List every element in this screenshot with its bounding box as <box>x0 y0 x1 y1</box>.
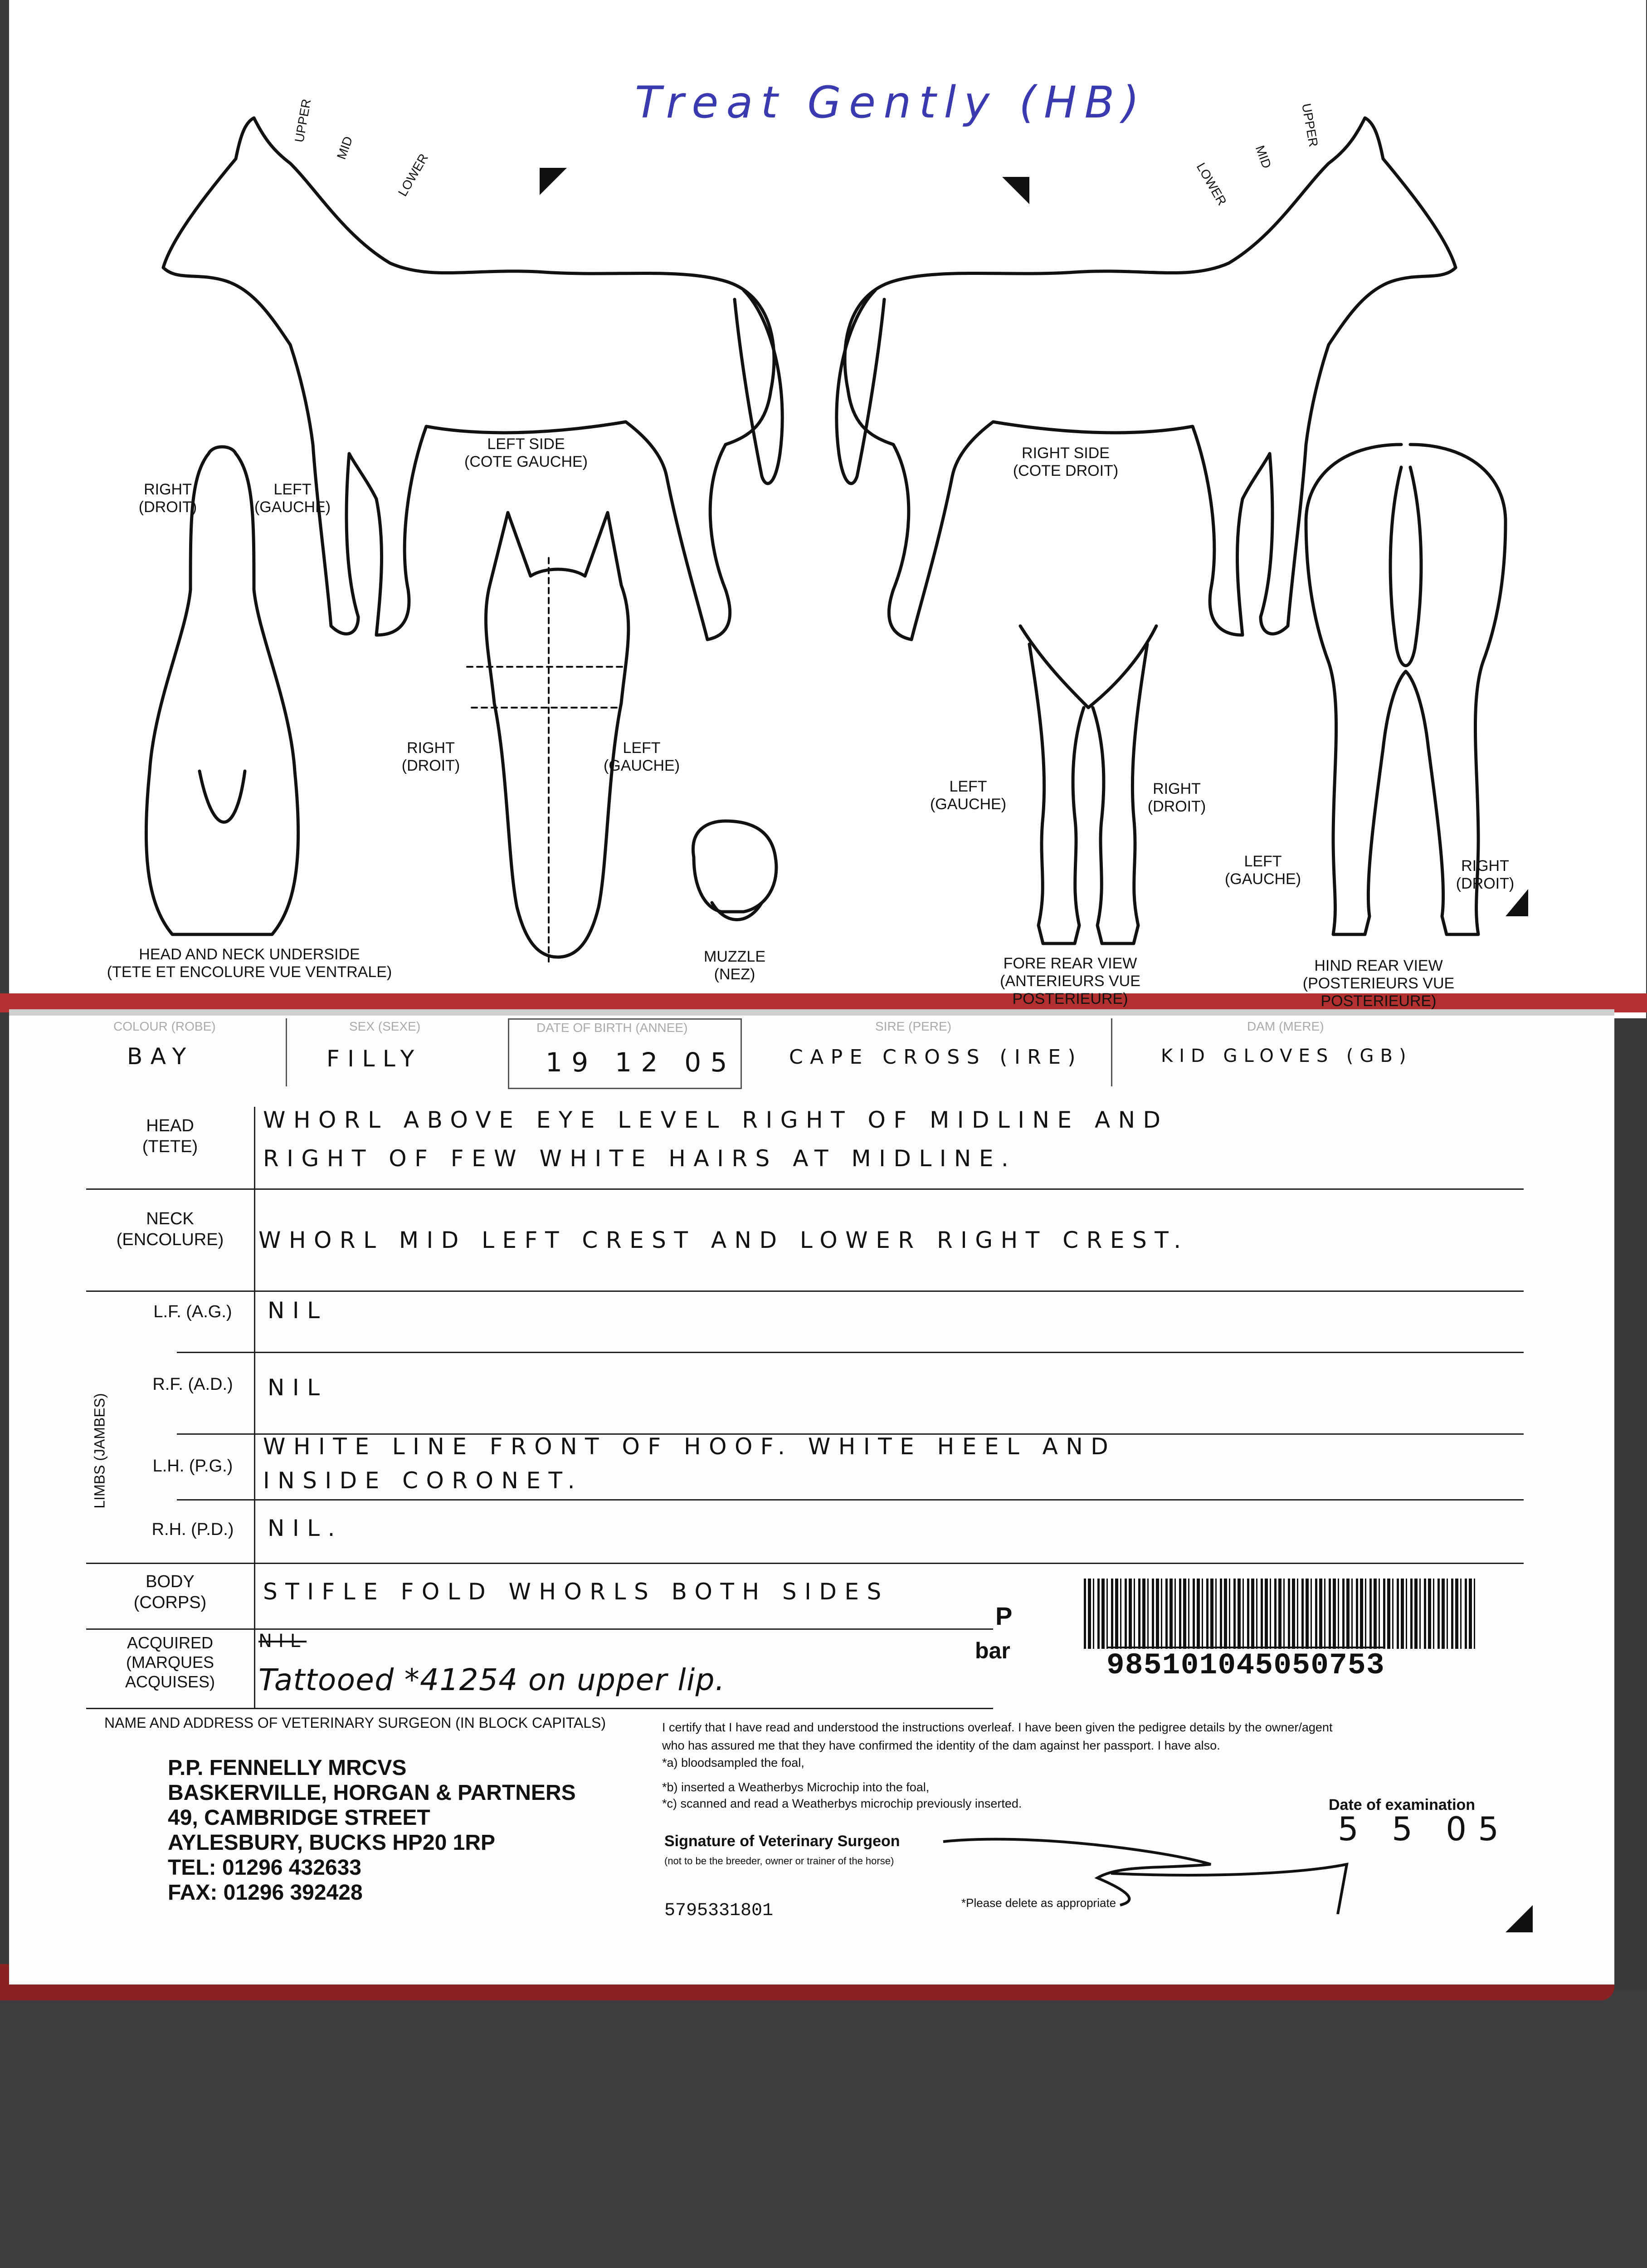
right-side-label: RIGHT SIDE (COTE DROIT) <box>1013 445 1119 480</box>
underside-caption: HEAD AND NECK UNDERSIDE (TETE ET ENCOLURE VUE VENTRALE) <box>107 946 392 981</box>
acquired-row-label: ACQUIRED (MARQUES ACQUISES) <box>125 1633 215 1691</box>
vet-heading: NAME AND ADDRESS OF VETERINARY SURGEON (IN BLOCK CAPITALS) <box>104 1715 606 1731</box>
vet-address-line: P.P. FENNELLY MRCVS <box>168 1756 407 1780</box>
certification-line: *b) inserted a Weatherbys Microchip into the foal, <box>662 1780 930 1794</box>
corner-marker-triangle <box>1002 177 1029 204</box>
microchip-barcode <box>1084 1579 1478 1649</box>
left-side-horse-outline <box>163 118 782 640</box>
row-line <box>86 1188 1524 1190</box>
dam-value: KID GLOVES (GB) <box>1161 1046 1413 1066</box>
right-side-horse-outline <box>837 118 1456 640</box>
sex-field <box>286 1018 509 1086</box>
left-upper-label: UPPER <box>292 98 314 144</box>
lh-marking-line-1: WHITE LINE FRONT OF HOOF. WHITE HEEL AND <box>263 1433 1116 1460</box>
delete-note: *Please delete as appropriate <box>961 1896 1116 1910</box>
left-mid-label: MID <box>334 134 356 161</box>
corner-marker-triangle <box>1506 889 1528 916</box>
head-right-label: RIGHT (DROIT) <box>401 739 460 775</box>
vet-address-line: BASKERVILLE, HORGAN & PARTNERS <box>168 1781 576 1805</box>
body-marking: STIFLE FOLD WHORLS BOTH SIDES <box>263 1579 889 1605</box>
colour-field <box>86 1018 287 1086</box>
rf-row-label: R.F. (A.D.) <box>152 1375 233 1394</box>
head-marking-line-2: RIGHT OF FEW WHITE HAIRS AT MIDLINE. <box>263 1145 1017 1172</box>
underside-right-label: RIGHT (DROIT) <box>138 481 197 516</box>
partial-text-p: P <box>995 1602 1013 1630</box>
fore-right-label: RIGHT (DROIT) <box>1147 780 1206 816</box>
vet-address-line: AYLESBURY, BUCKS HP20 1RP <box>168 1831 495 1855</box>
rh-row-label: R.H. (P.D.) <box>151 1520 234 1539</box>
neck-marking: WHORL MID LEFT CREST AND LOWER RIGHT CREST. <box>258 1227 1189 1253</box>
horse-diagrams <box>0 0 1647 1016</box>
sire-value: CAPE CROSS (IRE) <box>789 1046 1082 1069</box>
body-row-label: BODY (CORPS) <box>133 1572 207 1612</box>
partial-text-bar: bar <box>975 1638 1010 1663</box>
acquired-marking-line-1: NIL <box>258 1631 307 1652</box>
corner-marker-triangle <box>540 168 567 195</box>
left-side-label: LEFT SIDE (COTE GAUCHE) <box>464 435 588 471</box>
fore-rear-view-outline <box>1020 626 1156 943</box>
limbs-side-label: LIMBS (JAMBES) <box>91 1393 108 1509</box>
fore-rear-caption: FORE REAR VIEW (ANTERIEURS VUE POSTERIEURE) <box>1000 955 1140 1008</box>
dam-field <box>1111 1018 1492 1086</box>
date-value: 5 5 05 <box>1338 1810 1511 1848</box>
right-upper-label: UPPER <box>1299 102 1321 148</box>
vet-address-line: 49, CAMBRIDGE STREET <box>168 1806 430 1830</box>
row-line <box>86 1563 1524 1564</box>
sex-label: SEX (SEXE) <box>349 1019 421 1033</box>
underside-left-label: LEFT (GAUCHE) <box>254 481 331 516</box>
rh-marking: NIL. <box>268 1515 343 1541</box>
fore-left-label: LEFT (GAUCHE) <box>930 778 1007 813</box>
muzzle-outline <box>693 821 776 920</box>
head-front-outline <box>467 513 629 962</box>
certification-line: I certify that I have read and understood the instructions overleaf. I have been given the pedigree details by the owner/agent <box>662 1721 1333 1734</box>
dob-label: DATE OF BIRTH (ANNEE) <box>536 1021 688 1035</box>
hind-left-label: LEFT (GAUCHE) <box>1224 853 1301 888</box>
vet-address-line: FAX: 01296 392428 <box>168 1881 363 1905</box>
signature-note: (not to be the breeder, owner or trainer of the horse) <box>664 1855 894 1867</box>
dob-value: 19 12 05 <box>546 1047 736 1078</box>
head-row-label: HEAD (TETE) <box>142 1116 198 1156</box>
row-line <box>177 1352 1524 1353</box>
right-lower-label: LOWER <box>1194 160 1229 208</box>
sire-field <box>739 1018 1112 1086</box>
lf-row-label: L.F. (A.G.) <box>153 1302 232 1321</box>
hind-right-label: RIGHT (DROIT) <box>1456 857 1515 893</box>
head-neck-underside-outline <box>146 447 298 934</box>
barcode-number: 985101045050753 <box>1106 1647 1385 1682</box>
right-mid-label: MID <box>1252 143 1274 171</box>
certification-line: *a) bloodsampled the foal, <box>662 1756 804 1769</box>
sire-label: SIRE (PERE) <box>875 1019 952 1033</box>
serial-number: 5795331801 <box>664 1901 774 1921</box>
dam-label: DAM (MERE) <box>1247 1019 1324 1033</box>
certification-line: *c) scanned and read a Weatherbys microchip previously inserted. <box>662 1797 1022 1810</box>
lh-marking-line-2: INSIDE CORONET. <box>263 1467 583 1494</box>
vet-address-line: TEL: 01296 432633 <box>168 1856 361 1880</box>
lh-row-label: L.H. (P.G.) <box>152 1457 233 1476</box>
row-line <box>86 1290 1524 1292</box>
head-marking-line-1: WHORL ABOVE EYE LEVEL RIGHT OF MIDLINE AND <box>263 1107 1169 1133</box>
rf-marking: NIL <box>268 1374 328 1401</box>
certification-line: who has assured me that they have confirmed the identity of the dam against her passport. I have also. <box>662 1739 1220 1752</box>
muzzle-caption: MUZZLE (NEZ) <box>704 948 765 983</box>
neck-row-label: NECK (ENCOLURE) <box>116 1209 224 1249</box>
lf-marking: NIL <box>268 1297 328 1324</box>
row-line <box>177 1499 1524 1501</box>
row-line <box>86 1628 993 1630</box>
table-divider <box>254 1107 255 1708</box>
signature-label: Signature of Veterinary Surgeon <box>664 1833 900 1850</box>
row-line <box>86 1708 993 1709</box>
handwritten-annotation: Treat Gently (HB) <box>635 77 1147 128</box>
sex-value: FILLY <box>326 1046 422 1072</box>
date-label: Date of examination <box>1329 1796 1476 1813</box>
corner-marker-triangle <box>1506 1905 1533 1932</box>
identity-header-row <box>86 1018 1492 1095</box>
hind-rear-caption: HIND REAR VIEW (POSTERIEURS VUE POSTERIEURE) <box>1302 957 1455 1010</box>
colour-value: BAY <box>127 1043 194 1070</box>
table-surface <box>0 1991 1647 2268</box>
left-lower-label: LOWER <box>395 151 431 199</box>
dob-field <box>508 1018 742 1089</box>
acquired-marking-line-2: Tattooed *41254 on upper lip. <box>258 1662 726 1697</box>
colour-label: COLOUR (ROBE) <box>113 1019 216 1033</box>
head-left-label: LEFT (GAUCHE) <box>603 739 680 775</box>
